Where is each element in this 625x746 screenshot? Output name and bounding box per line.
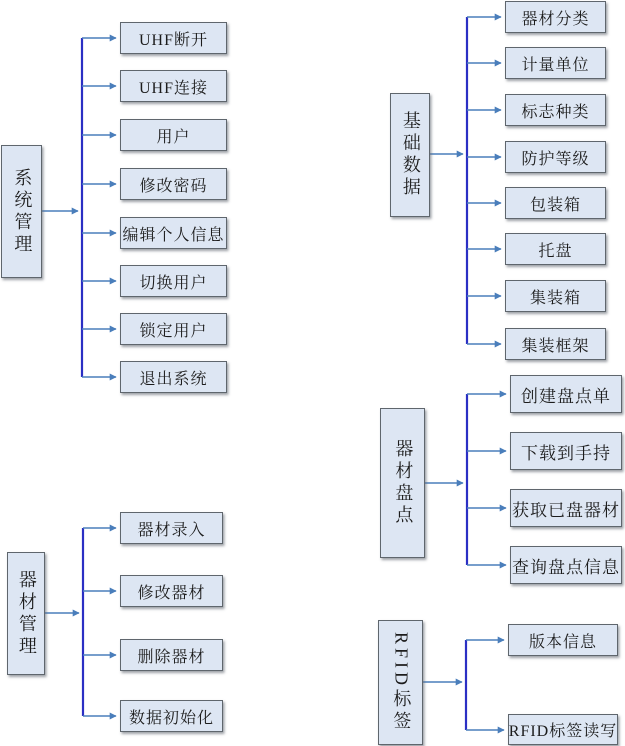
node-create-inventory-sheet: 创建盘点单 [510,375,622,413]
node-get-inventoried-equipment: 获取已盘器材 [510,489,622,527]
node-uhf-disconnect: UHF断开 [120,22,227,54]
node-basic-data: 基础数据 [390,93,430,217]
connectors-basic-data [430,17,501,344]
node-rfid-tag-read-write: RFID标签读写 [508,714,618,745]
connectors-equipment-management [45,528,116,716]
node-equipment-entry: 器材录入 [120,512,223,544]
node-change-password: 修改密码 [120,168,227,200]
node-exit-system: 退出系统 [120,361,227,393]
node-equipment-category: 器材分类 [505,1,606,33]
node-edit-personal-info: 编辑个人信息 [120,217,227,249]
node-lock-user: 锁定用户 [120,313,227,345]
connectors-system-management [42,38,116,377]
node-switch-user: 切换用户 [120,265,227,297]
node-pallet: 托盘 [505,233,606,265]
node-rfid-tag: RFID标签 [378,620,423,745]
node-user: 用户 [120,119,227,151]
node-container: 集装箱 [505,280,606,312]
node-download-to-handheld: 下载到手持 [510,432,622,470]
node-equipment-management: 器材管理 [7,552,45,675]
node-uhf-connect: UHF连接 [120,70,227,102]
node-data-initialization: 数据初始化 [120,700,223,732]
node-query-inventory-info: 查询盘点信息 [510,546,622,584]
node-protection-level: 防护等级 [505,141,606,173]
node-measure-unit: 计量单位 [505,47,606,79]
node-modify-equipment: 修改器材 [120,575,223,607]
connectors-equipment-inventory [425,394,506,565]
node-mark-type: 标志种类 [505,94,606,126]
node-container-frame: 集装框架 [505,328,606,360]
node-equipment-inventory: 器材盘点 [380,408,425,558]
node-system-management: 系统管理 [1,145,42,278]
connectors-rfid-tag [423,640,504,730]
node-packing-box: 包装箱 [505,187,606,219]
node-delete-equipment: 删除器材 [120,639,223,671]
node-version-info: 版本信息 [508,624,618,656]
